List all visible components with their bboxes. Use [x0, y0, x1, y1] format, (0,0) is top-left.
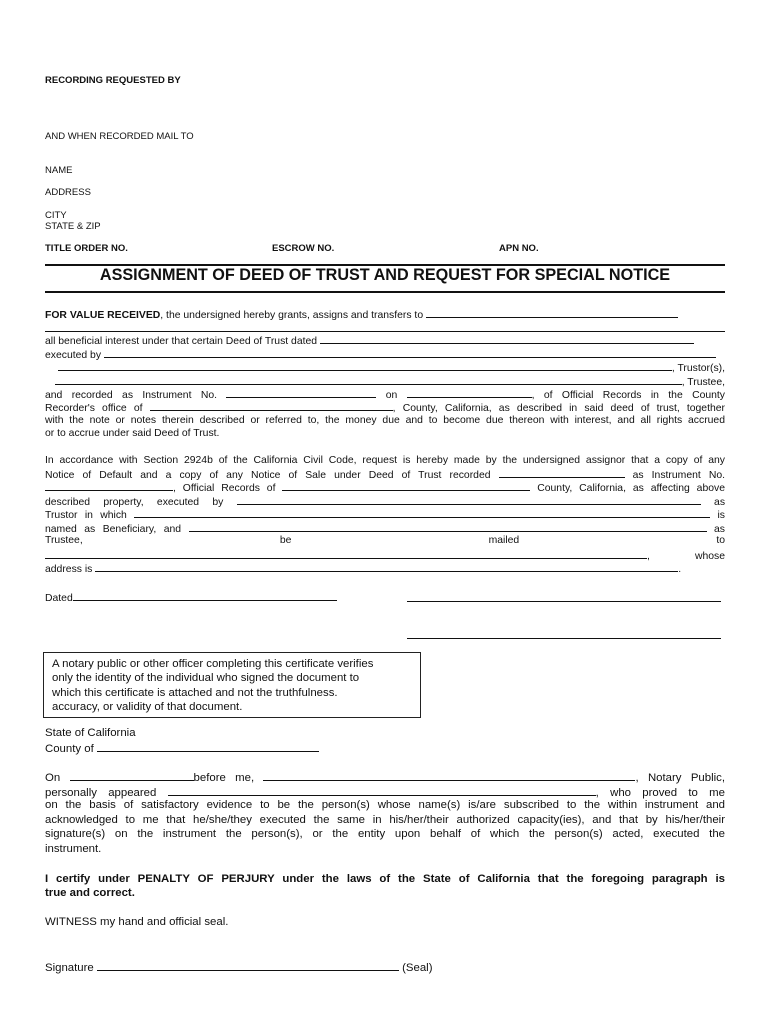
- address-label: ADDRESS: [45, 187, 91, 198]
- perjury-line-2: true and correct.: [45, 887, 135, 899]
- mail-to-label: AND WHEN RECORDED MAIL TO: [45, 131, 194, 142]
- personally-appeared-field[interactable]: [168, 784, 596, 796]
- request-line-4: described property, executed by as: [45, 494, 725, 510]
- request-line-7: Trustee, be mailed to: [45, 535, 725, 546]
- ack-line-2: personally appeared , who proved to me: [45, 784, 725, 801]
- request-instrument-no-field[interactable]: [45, 480, 173, 491]
- request-line-2: Notice of Default and a copy of any Notice of Sale under Deed of Trust recorded as Instrument No.: [45, 467, 725, 483]
- ack-line-1: On before me, , Notary Public,: [45, 769, 725, 786]
- notary-notice-line-2: only the identity of the individual who signed the document to: [52, 672, 360, 685]
- request-line-9: address is .: [45, 561, 725, 577]
- assignor-signature-line-2[interactable]: [407, 638, 721, 639]
- trustee-text: , Trustee,: [681, 377, 725, 388]
- witness-text: WITNESS my hand and official seal.: [45, 916, 229, 928]
- county-described-text: , County, California, as described in said deed of trust, together: [392, 403, 725, 414]
- official-records-text: , of Official Records in the County: [531, 390, 725, 401]
- trustor-field[interactable]: [58, 360, 672, 371]
- request-line-1: In accordance with Section 2924b of the California Civil Code, request is hereby made by the undersigned assignor that a copy of any: [45, 455, 725, 466]
- beneficial-interest-text: all beneficial interest under that certain Deed of Trust dated: [45, 336, 318, 347]
- state-of-california: State of California: [45, 727, 136, 739]
- ack-line-4: acknowledged to me that he/she/they executed the same in his/her/their authorized capacity(ies), and that by his/her/their: [45, 814, 725, 826]
- notice-recorded-field[interactable]: [499, 467, 625, 478]
- escrow-no-label: ESCROW NO.: [272, 243, 335, 254]
- notary-notice-line-1: A notary public or other officer completing this certificate verifies: [52, 658, 374, 670]
- notary-signature-field[interactable]: [97, 959, 399, 971]
- title-bottom-rule: [45, 291, 725, 293]
- notary-notice-box: [43, 652, 421, 718]
- dated-row: [45, 590, 725, 606]
- request-line-5: Trustor in which is: [45, 507, 725, 523]
- assignee-continuation-field[interactable]: [45, 331, 725, 332]
- notary-notice-line-4: accuracy, or validity of that document.: [52, 701, 243, 714]
- beneficiary-field[interactable]: [134, 507, 710, 518]
- name-label: NAME: [45, 165, 73, 176]
- mail-address-field[interactable]: [95, 561, 678, 572]
- ack-date-field[interactable]: [70, 769, 194, 781]
- executed-by-text: executed by: [45, 350, 102, 361]
- recording-requested-by-label: RECORDING REQUESTED BY: [45, 75, 181, 86]
- state-zip-label: STATE & ZIP: [45, 221, 101, 232]
- assignment-line-10: or to accrue under said Deed of Trust.: [45, 428, 220, 439]
- assignee-field[interactable]: [426, 307, 678, 318]
- title-order-no-label: TITLE ORDER NO.: [45, 243, 128, 254]
- dated-field[interactable]: [73, 590, 337, 601]
- notary-county-field[interactable]: [97, 740, 319, 752]
- recorders-office-text: Recorder's office of: [45, 403, 143, 414]
- on-text: on: [385, 390, 398, 401]
- executed-by-field[interactable]: [104, 347, 716, 358]
- document-title: ASSIGNMENT OF DEED OF TRUST AND REQUEST FOR SPECIAL NOTICE: [99, 266, 671, 284]
- instrument-no-field[interactable]: [226, 387, 376, 398]
- assignor-signature-line-1[interactable]: [407, 601, 721, 602]
- city-label: CITY: [45, 210, 67, 221]
- request-line-3: , Official Records of County, California, as affecting above: [45, 480, 725, 496]
- ack-line-3: on the basis of satisfactory evidence to be the person(s) whose name(s) is/are subscribed to the within instrument and: [45, 799, 725, 811]
- deed-date-field[interactable]: [320, 333, 694, 344]
- recorded-as-text: and recorded as Instrument No.: [45, 390, 217, 401]
- seal-label: (Seal): [402, 962, 433, 974]
- notary-name-field[interactable]: [263, 769, 635, 781]
- trustors-text: , Trustor(s),: [671, 363, 725, 374]
- perjury-line-1: I certify under PENALTY OF PERJURY under the laws of the State of California that the foregoing paragraph is: [45, 873, 725, 885]
- signature-label: Signature: [45, 962, 94, 974]
- request-line-8: , whose: [45, 548, 725, 564]
- for-value-received: FOR VALUE RECEIVED: [45, 310, 161, 321]
- ack-line-5: signature(s) on the instrument the person(s), or the entity upon behalf of which the person(s) acted, executed the: [45, 828, 725, 840]
- mail-to-name-field[interactable]: [45, 548, 647, 559]
- trustee-field[interactable]: [55, 374, 682, 385]
- request-county-field[interactable]: [282, 480, 530, 491]
- county-field[interactable]: [150, 400, 393, 411]
- grants-text: , the undersigned hereby grants, assigns and transfers to: [160, 310, 424, 321]
- ack-line-6: instrument.: [45, 843, 102, 855]
- request-trustee-field[interactable]: [189, 521, 707, 532]
- assignment-line-1: [45, 307, 725, 323]
- notary-notice-line-3: which this certificate is attached and not the truthfulness.: [52, 686, 338, 699]
- assignment-line-9: with the note or notes therein described or referred to, the money due and to become due thereon with interest, and all rights accrued: [45, 415, 725, 426]
- notary-signature-row: [45, 959, 725, 976]
- apn-no-label: APN NO.: [499, 243, 539, 254]
- dated-label: Dated: [45, 593, 73, 604]
- county-of-row: County of: [45, 740, 725, 757]
- record-date-field[interactable]: [407, 387, 532, 398]
- request-executed-by-field[interactable]: [237, 494, 701, 505]
- request-line-6: named as Beneficiary, and as: [45, 521, 725, 537]
